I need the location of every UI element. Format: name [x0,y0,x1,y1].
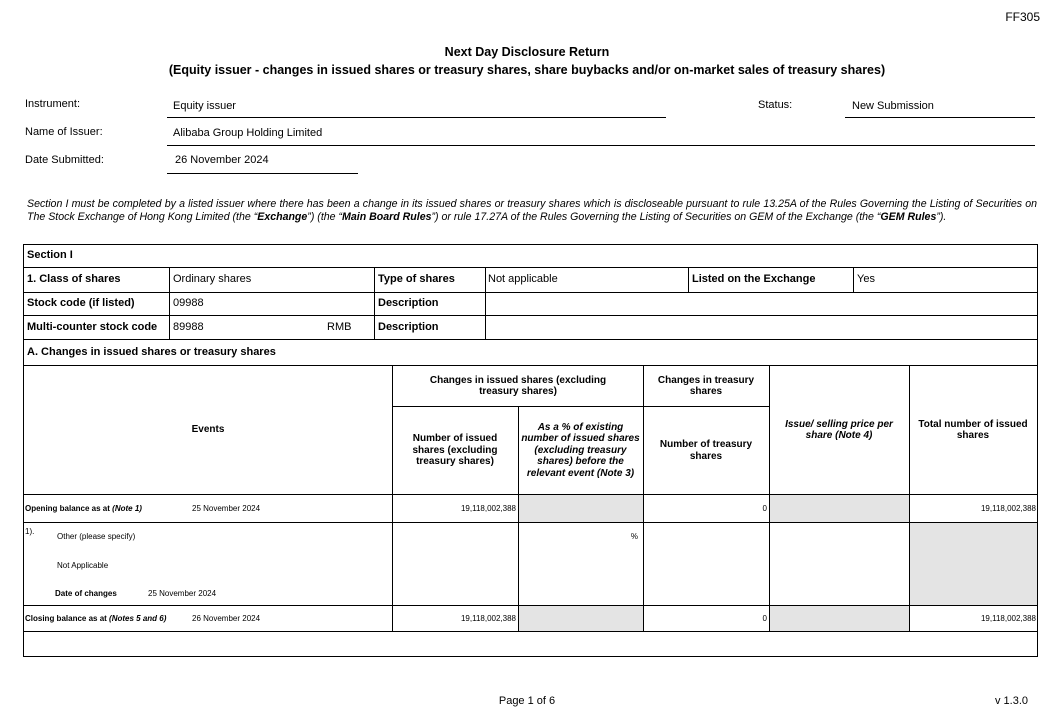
description-label: Description [378,297,439,309]
event-detail: Not Applicable [57,561,109,570]
class-of-shares-value: Ordinary shares [173,273,252,285]
page-number: Page 1 of 6 [498,695,556,707]
date-of-changes-value: 25 November 2024 [148,589,217,598]
closing-pct-shaded [519,606,643,631]
stock-code-value: 09988 [173,297,204,309]
opening-total: 19,118,002,388 [980,504,1036,513]
instrument-label: Instrument: [25,98,81,110]
class-of-shares-label: 1. Class of shares [27,273,121,285]
gem-term: GEM Rules [880,211,937,223]
event-pct-symbol: % [630,532,638,541]
multi-counter-label: Multi-counter stock code [27,321,158,333]
page-subtitle: (Equity issuer - changes in issued shares or treasury shares, share buybacks and/or on-market sales of treasury shares) [168,63,886,77]
closing-label: Closing balance as at (Notes 5 and 6) [25,614,167,623]
page-title: Next Day Disclosure Return [444,45,610,59]
event-number: 1). [25,527,35,536]
instrument-value: Equity issuer [173,100,236,112]
opening-treasury: 0 [762,504,767,513]
stock-code-label: Stock code (if listed) [27,297,135,309]
issued-group-header: Changes in issued shares (excluding treasury shares) [429,374,607,397]
multi-counter-value: 89988 [173,321,204,333]
issuer-underline [167,145,1035,146]
closing-issued: 19,118,002,388 [460,614,516,623]
listed-label: Listed on the Exchange [692,273,816,285]
opening-issued: 19,118,002,388 [460,504,516,513]
num-issued-header: Number of issued shares (excluding treasury shares) [412,433,498,468]
type-of-shares-label: Type of shares [378,273,455,285]
closing-date: 26 November 2024 [192,614,261,623]
date-submitted-label: Date Submitted: [25,154,104,166]
closing-price-shaded [770,606,909,631]
type-of-shares-value: Not applicable [488,273,558,285]
status-underline [845,117,1035,118]
part-a-title: A. Changes in issued shares or treasury shares [27,346,276,358]
opening-label: Opening balance as at (Note 1) [25,504,142,513]
issuer-value: Alibaba Group Holding Limited [173,127,323,139]
exchange-term: Exchange [257,211,308,223]
opening-date: 25 November 2024 [192,504,261,513]
status-value: New Submission [852,100,934,112]
section-title: Section I [27,249,73,261]
intro-paragraph: Section I must be completed by a listed issuer where there has been a change in its issued shares or treasury shares which is discloseable pursuant to rule 13.25A of the Rules Governing the Listing of Securities on The Stock Exchange of Hong Kong Limited (the “Exchange”) (the “Main Board Rules”) or rule 17.27A of the Rules Governing the Listing of Securities on GEM of the Exchange (the “GEM Rules”). [27,198,1037,223]
version-label: v 1.3.0 [994,695,1028,707]
date-underline [167,173,358,174]
price-header: Issue/ selling price per share (Note 4) [785,418,893,441]
event-total-shaded [910,523,1037,605]
opening-pct-shaded [519,495,643,522]
events-header: Events [191,424,225,436]
opening-price-shaded [770,495,909,522]
pct-existing-header: As a % of existing number of issued shares (excluding treasury shares) before the relevant event (Note 3) [521,421,640,479]
main-board-term: Main Board Rules [342,211,432,223]
closing-total: 19,118,002,388 [980,614,1036,623]
treasury-group-header: Changes in treasury shares [657,374,755,397]
form-code: FF305 [1005,10,1040,24]
date-submitted-value: 26 November 2024 [175,154,269,166]
instrument-underline [167,117,666,118]
multi-counter-currency: RMB [327,321,352,333]
description-label-2: Description [378,321,439,333]
closing-treasury: 0 [762,614,767,623]
issuer-label: Name of Issuer: [25,126,103,138]
total-header: Total number of issued shares [918,418,1028,441]
listed-value: Yes [857,273,875,285]
date-of-changes-label: Date of changes [55,589,117,598]
num-treasury-header: Number of treasury shares [659,439,753,462]
event-type: Other (please specify) [57,532,136,541]
status-label: Status: [758,99,793,111]
